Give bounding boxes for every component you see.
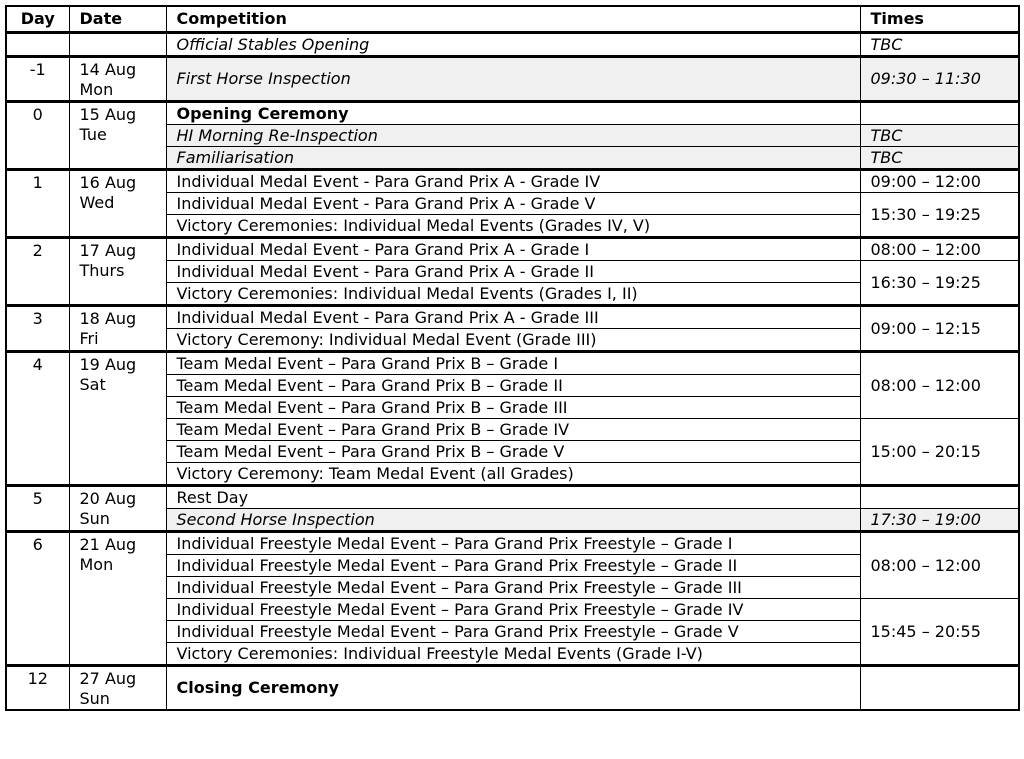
date-cell [69, 33, 166, 57]
date-cell: 18 Aug Fri [69, 306, 166, 352]
date-cell: 14 Aug Mon [69, 57, 166, 102]
day-cell [6, 33, 69, 57]
day-cell: 4 [6, 352, 69, 486]
day-cell: 12 [6, 666, 69, 711]
date-cell: 16 Aug Wed [69, 170, 166, 238]
time-cell: 16:30 – 19:25 [860, 261, 1019, 306]
date-cell: 21 Aug Mon [69, 532, 166, 666]
event-cell: Individual Freestyle Medal Event – Para Grand Prix Freestyle – Grade I [166, 532, 860, 555]
date-cell: 19 Aug Sat [69, 352, 166, 486]
table-row [6, 486, 1019, 509]
event-cell: Team Medal Event – Para Grand Prix B – Grade I [166, 352, 860, 375]
event-cell: Individual Freestyle Medal Event – Para Grand Prix Freestyle – Grade II [166, 555, 860, 577]
time-cell: 09:30 – 11:30 [860, 57, 1019, 102]
time-cell [860, 102, 1019, 125]
event-cell: Opening Ceremony [166, 102, 860, 125]
time-cell [860, 486, 1019, 509]
day-cell: 3 [6, 306, 69, 352]
table-row [6, 170, 1019, 193]
header-competition: Competition [166, 6, 860, 33]
time-cell: 09:00 – 12:00 [860, 170, 1019, 193]
table-row [6, 532, 1019, 555]
time-cell: TBC [860, 125, 1019, 147]
time-cell: 15:00 – 20:15 [860, 419, 1019, 486]
time-cell: 17:30 – 19:00 [860, 509, 1019, 532]
header-row [6, 6, 1019, 33]
event-cell: First Horse Inspection [166, 57, 860, 102]
event-cell: Individual Freestyle Medal Event – Para Grand Prix Freestyle – Grade III [166, 577, 860, 599]
event-cell: Second Horse Inspection [166, 509, 860, 532]
event-cell: Victory Ceremonies: Individual Freestyle Medal Events (Grade I-V) [166, 643, 860, 666]
table-row [6, 102, 1019, 125]
event-cell: Victory Ceremonies: Individual Medal Events (Grades IV, V) [166, 215, 860, 238]
table-row [6, 238, 1019, 261]
header-day: Day [6, 6, 69, 33]
time-cell: 15:45 – 20:55 [860, 599, 1019, 666]
event-cell: Team Medal Event – Para Grand Prix B – Grade IV [166, 419, 860, 441]
event-cell: Familiarisation [166, 147, 860, 170]
event-cell: Team Medal Event – Para Grand Prix B – Grade III [166, 397, 860, 419]
date-cell: 17 Aug Thurs [69, 238, 166, 306]
event-cell: Individual Freestyle Medal Event – Para Grand Prix Freestyle – Grade IV [166, 599, 860, 621]
table-row [6, 306, 1019, 329]
time-cell: 08:00 – 12:00 [860, 352, 1019, 419]
time-cell: TBC [860, 147, 1019, 170]
day-cell: 6 [6, 532, 69, 666]
schedule-table [5, 5, 1020, 711]
table-row [6, 666, 1019, 711]
time-cell: 15:30 – 19:25 [860, 193, 1019, 238]
header-times: Times [860, 6, 1019, 33]
date-cell: 27 Aug Sun [69, 666, 166, 711]
date-cell: 15 Aug Tue [69, 102, 166, 170]
event-cell: Individual Medal Event - Para Grand Prix A - Grade V [166, 193, 860, 215]
table-row [6, 352, 1019, 375]
table-row [6, 33, 1019, 57]
day-cell: 1 [6, 170, 69, 238]
event-cell: Individual Medal Event - Para Grand Prix A - Grade III [166, 306, 860, 329]
event-cell: Official Stables Opening [166, 33, 860, 57]
event-cell: Team Medal Event – Para Grand Prix B – Grade V [166, 441, 860, 463]
event-cell: Victory Ceremony: Individual Medal Event (Grade III) [166, 329, 860, 352]
date-cell: 20 Aug Sun [69, 486, 166, 532]
event-cell: Individual Freestyle Medal Event – Para Grand Prix Freestyle – Grade V [166, 621, 860, 643]
day-cell: 2 [6, 238, 69, 306]
event-cell: Individual Medal Event - Para Grand Prix A - Grade IV [166, 170, 860, 193]
event-cell: Rest Day [166, 486, 860, 509]
day-cell: 0 [6, 102, 69, 170]
time-cell: 08:00 – 12:00 [860, 532, 1019, 599]
time-cell: TBC [860, 33, 1019, 57]
event-cell: Victory Ceremonies: Individual Medal Events (Grades I, II) [166, 283, 860, 306]
time-cell: 08:00 – 12:00 [860, 238, 1019, 261]
day-cell: -1 [6, 57, 69, 102]
time-cell [860, 666, 1019, 711]
header-date: Date [69, 6, 166, 33]
event-cell: Individual Medal Event - Para Grand Prix A - Grade I [166, 238, 860, 261]
event-cell: Individual Medal Event - Para Grand Prix A - Grade II [166, 261, 860, 283]
day-cell: 5 [6, 486, 69, 532]
table-row [6, 57, 1019, 102]
event-cell: Closing Ceremony [166, 666, 860, 711]
event-cell: HI Morning Re-Inspection [166, 125, 860, 147]
event-cell: Team Medal Event – Para Grand Prix B – Grade II [166, 375, 860, 397]
time-cell: 09:00 – 12:15 [860, 306, 1019, 352]
event-cell: Victory Ceremony: Team Medal Event (all Grades) [166, 463, 860, 486]
